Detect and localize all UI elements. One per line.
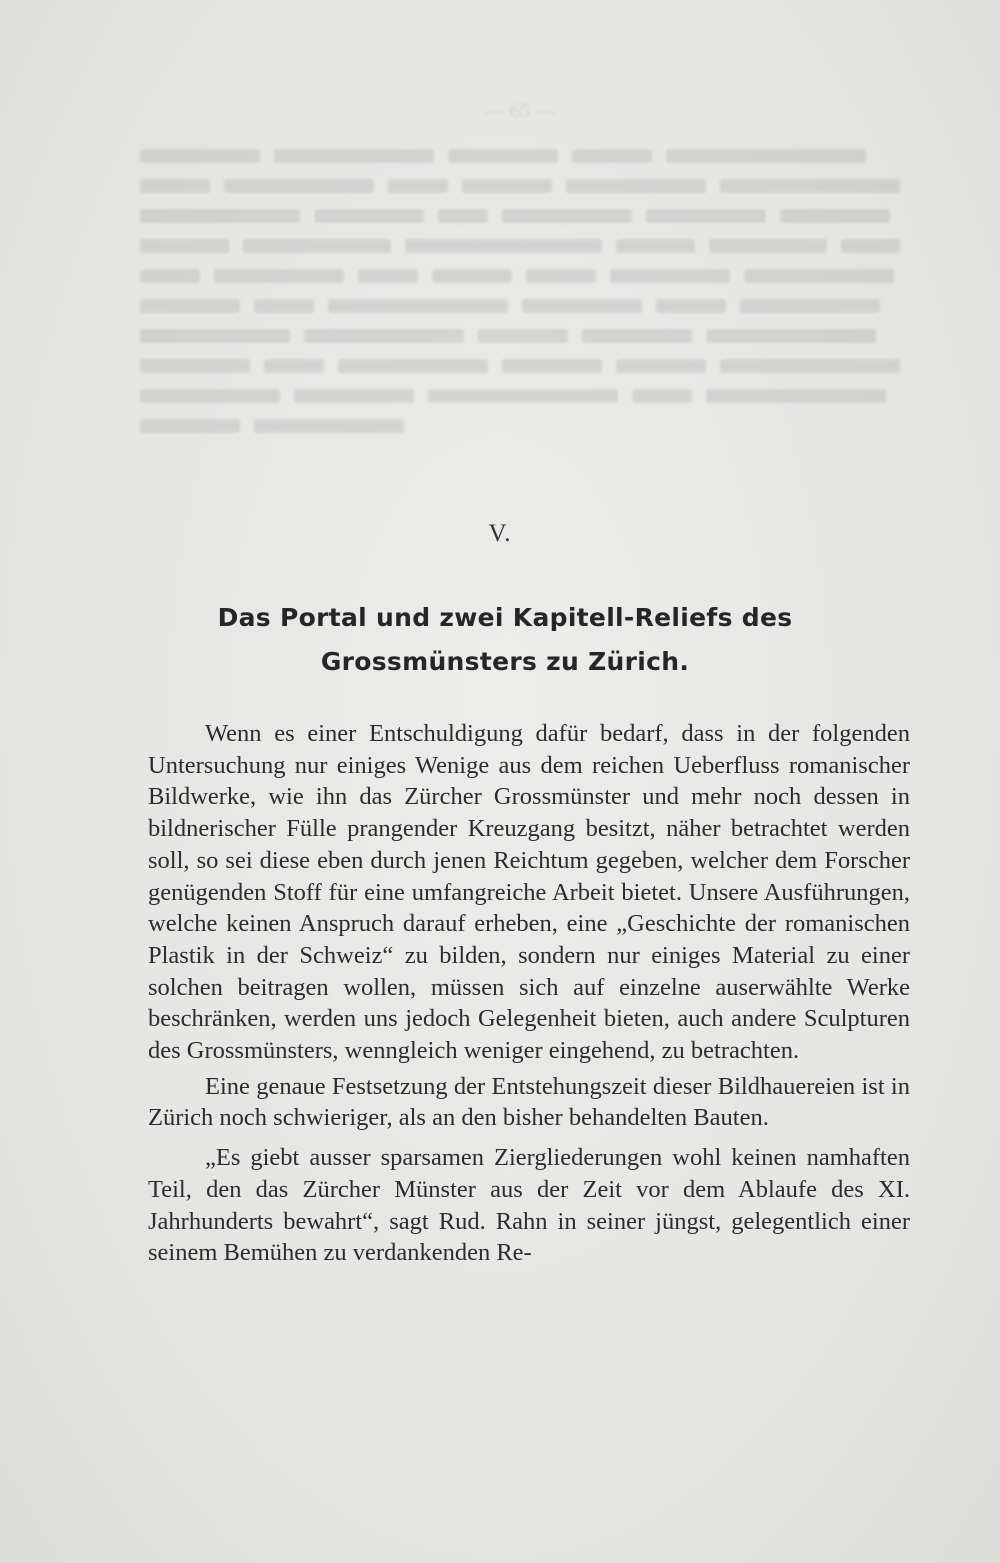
bleed-through-page-number: — 65 — bbox=[485, 100, 555, 122]
body-text bbox=[148, 718, 910, 1269]
paragraph-2: Eine genaue Festsetzung der Entstehungszeit dieser Bildhauereien ist in Zürich noch schwieriger, als an den bisher behandelten Bauten. bbox=[148, 1072, 910, 1132]
paragraph-1: Wenn es einer Entschuldigung dafür bedarf, dass in der folgenden Untersuchung nur einiges Wenige aus dem reichen Ueberfluss romanischer Bildwerke, wie ihn das Zürcher Grossmünster und mehr noch dessen in bildnerischer Fülle prangender Kreuzgang besitzt, näher betrachtet werden soll, so sei diese eben durch jenen Reichtum gegeben, welcher dem Forscher genügenden Stoff für eine umfangreiche Arbeit bietet. Unsere Ausführungen, welche keinen Anspruch darauf erheben, eine „Geschichte der romanischen Plastik in der Schweiz“ zu bilden, sondern nur einiges Material zu einer solchen beitragen wollen, müssen sich auf einzelne auserwählte Werke beschränken, werden uns jedoch Gelegenheit bieten, auch andere Sculpturen des Grossmünsters, wenngleich weniger eingehend, zu betrachten. bbox=[148, 720, 910, 1065]
chapter-title bbox=[150, 596, 860, 684]
chapter-title-line-1: Das Portal und zwei Kapitell-Reliefs des bbox=[217, 603, 793, 632]
paragraph-3: „Es giebt ausser sparsamen Ziergliederungen wohl keinen namhaften Teil, den das Zürcher Münster aus der Zeit vor dem Ablaufe des XI. Jahrhunderts bewahrt“, sagt Rud. Rahn in seiner jüngst, gelegentlich einer seinem Bemühen zu verdankenden Re- bbox=[148, 1144, 910, 1267]
chapter-number: V. bbox=[488, 520, 512, 547]
bleed-through-text bbox=[140, 100, 900, 480]
chapter-title-line-2: Grossmünsters zu Zürich. bbox=[320, 647, 690, 676]
